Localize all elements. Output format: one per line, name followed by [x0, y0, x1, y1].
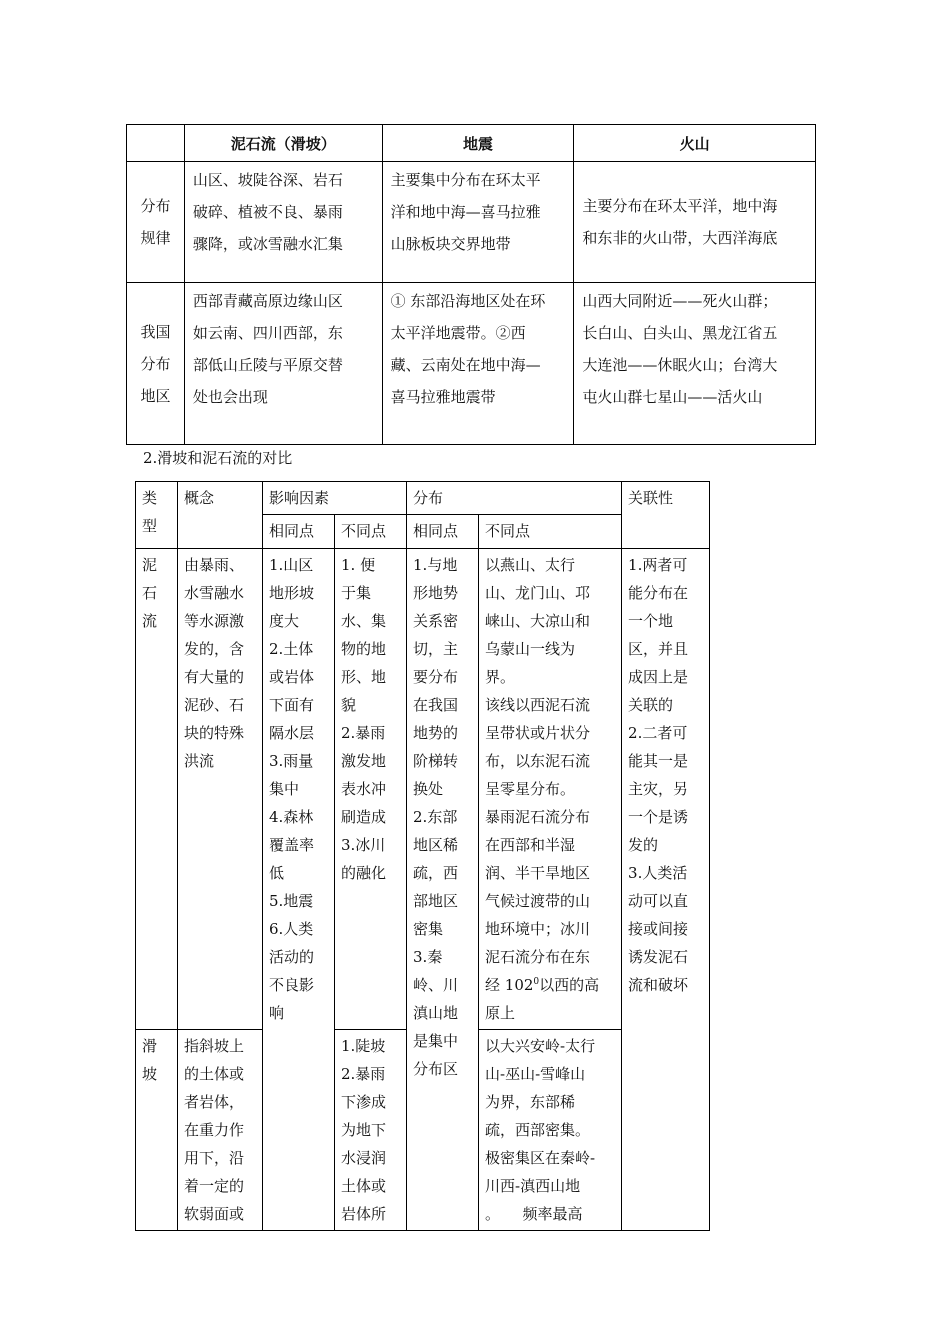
- row-label-distribution-pattern: 分布 规律: [127, 162, 185, 283]
- section-caption: 2.滑坡和泥石流的对比: [143, 449, 293, 467]
- table1-header-volcano: 火山: [574, 125, 816, 162]
- table1-header-earthquake: 地震: [382, 125, 574, 162]
- table1-header-debris-flow: 泥石流（滑坡）: [184, 125, 382, 162]
- table2-header-row: [136, 482, 710, 515]
- table1-row-china-regions: [127, 283, 816, 445]
- landslide-type-cell: 滑 坡: [136, 1030, 178, 1231]
- subheader-dist-diff: 不同点: [479, 515, 622, 549]
- header-concept: 概念: [178, 482, 263, 549]
- volcano-china-cell: 山西大同附近——死火山群； 长白山、白头山、黑龙江省五 大连池——休眠火山；台湾大 屯火山群七星山——活火山: [574, 283, 816, 445]
- debris-flow-factors-diff-cell: 1. 便 于集 水、集 物的地 形、地 貌 2.暴雨 激发地 表水冲 刷造成 3.冰川 的融化: [335, 549, 407, 1030]
- debris-flow-distribution-diff-cell: [479, 549, 622, 1030]
- header-distribution: 分布: [407, 482, 622, 515]
- debris-flow-type-cell: 泥 石 流: [136, 549, 178, 1030]
- volcano-pattern-cell: 主要分布在环太平洋，地中海 和东非的火山带，大西洋海底: [574, 162, 816, 283]
- debris-flow-pattern-cell: 山区、坡陡谷深、岩石 破碎、植被不良、暴雨 骤降，或冰雪融水汇集: [184, 162, 382, 283]
- degree-superscript: 0: [533, 977, 540, 987]
- header-relation: 关联性: [622, 482, 710, 549]
- factors-same-cell: 1.山区 地形坡 度大 2.土体 或岩体 下面有 隔水层 3.雨量 集中 4.森林 覆盖率 低 5.地震 6.人类 活动的 不良影 响: [263, 549, 335, 1231]
- debris-flow-china-cell: 西部青藏高原边缘山区 如云南、四川西部，东 部低山丘陵与平原交替 处也会出现: [184, 283, 382, 445]
- row-label-china-regions: 我国 分布 地区: [127, 283, 185, 445]
- subheader-factors-diff: 不同点: [335, 515, 407, 549]
- landslide-concept-cell: 指斜坡上 的土体或 者岩体， 在重力作 用下，沿 着一定的 软弱面或: [178, 1030, 263, 1231]
- subheader-factors-same: 相同点: [263, 515, 335, 549]
- landslide-debris-comparison-table: [135, 481, 710, 1231]
- table1-header-row: [127, 125, 816, 162]
- landslide-distribution-diff-cell: 以大兴安岭-太行 山-巫山-雪峰山 为界，东部稀 疏，西部密集。 极密集区在秦岭- 川西-滇西山地 。 频率最高: [479, 1030, 622, 1231]
- table1-row-distribution-pattern: [127, 162, 816, 283]
- relation-cell: 1.两者可 能分布在 一个地 区，并且 成因上是 关联的 2.二者可 能其一是 主灾，另 一个是诱 发的 3.人类活 动可以直 接或间接 诱发泥石 流和破坏: [622, 549, 710, 1231]
- header-type: 类 型: [136, 482, 178, 549]
- hazard-distribution-table: [126, 124, 816, 445]
- landslide-factors-diff-cell: 1.陡坡 2.暴雨 下渗成 为地下 水浸润 土体或 岩体所: [335, 1030, 407, 1231]
- earthquake-pattern-cell: 主要集中分布在环太平 洋和地中海—喜马拉雅 山脉板块交界地带: [382, 162, 574, 283]
- table1-header-blank: [127, 125, 185, 162]
- debris-flow-distribution-text-b: 以西的高 原上: [485, 976, 600, 1022]
- subheader-dist-same: 相同点: [407, 515, 479, 549]
- debris-flow-concept-cell: 由暴雨、 水雪融水 等水源激 发的，含 有大量的 泥砂、石 块的特殊 洪流: [178, 549, 263, 1030]
- debris-flow-row: [136, 549, 710, 1030]
- distribution-same-cell: 1.与地 形地势 关系密 切，主 要分布 在我国 地势的 阶梯转 换处 2.东部 地区稀 疏，西 部地区 密集 3.秦 岭、川 滇山地 是集中 分布区: [407, 549, 479, 1231]
- header-influencing-factors: 影响因素: [263, 482, 407, 515]
- earthquake-china-cell: ① 东部沿海地区处在环 太平洋地震带。②西 藏、云南处在地中海— 喜马拉雅地震带: [382, 283, 574, 445]
- debris-flow-distribution-text-a: 以燕山、太行 山、龙门山、邛 崃山、大凉山和 乌蒙山一线为 界。 该线以西泥石流 呈带状或片状分 布，以东泥石流 呈零星分布。 暴雨泥石流分布 在西部和半湿 润、半干旱地区 气候过渡带的山 地环境中；冰川 泥石流分布在东 经 102: [485, 556, 591, 994]
